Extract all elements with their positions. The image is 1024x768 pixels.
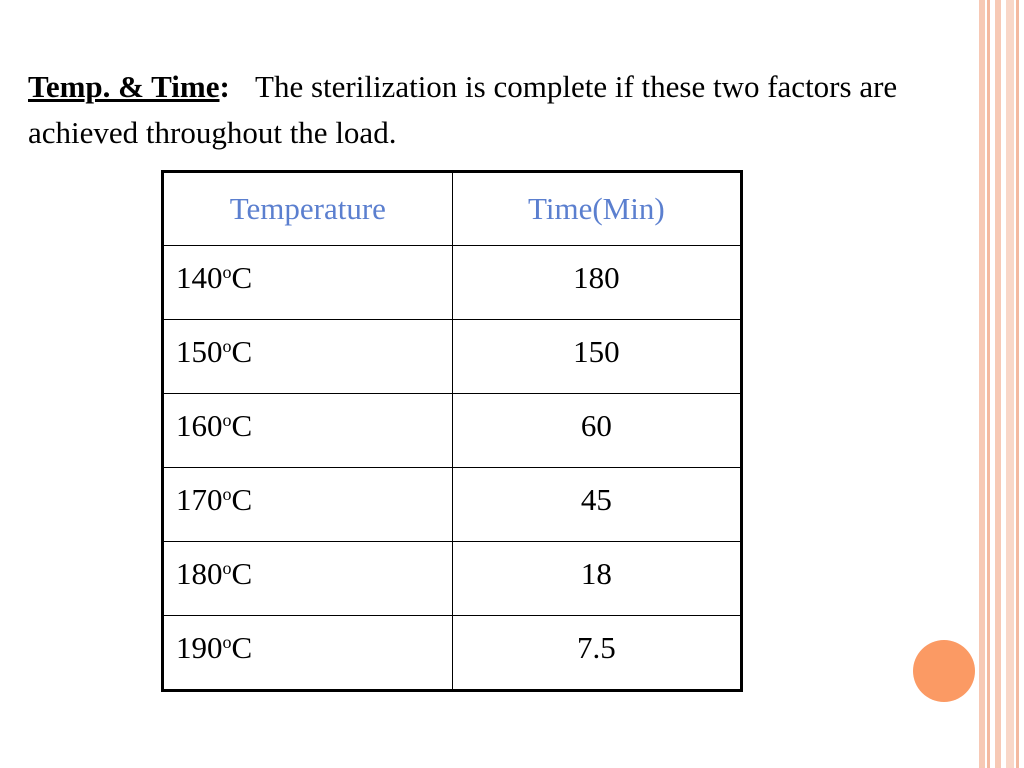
time-cell: [452, 320, 741, 394]
decorative-stripe: [995, 0, 1001, 768]
table-row: [163, 246, 742, 320]
heading-label: Temp. & Time: [28, 69, 220, 104]
temperature-unit: C: [231, 556, 253, 591]
time-cell: [452, 246, 741, 320]
time-value: 45: [580, 482, 612, 517]
degree-mark: o: [222, 262, 232, 282]
temperature-unit: C: [231, 260, 253, 295]
temperature-value: 190: [176, 630, 223, 665]
temperature-cell: [163, 468, 453, 542]
temperature-cell: [163, 616, 453, 691]
table-row: [163, 542, 742, 616]
decorative-stripe: [1006, 0, 1014, 768]
time-value: 60: [580, 408, 612, 443]
table-header-row: [163, 172, 742, 246]
temperature-cell: [163, 394, 453, 468]
time-value: 150: [573, 334, 620, 369]
heading-colon: :: [219, 69, 230, 104]
table-row: [163, 616, 742, 691]
temperature-cell: [163, 246, 453, 320]
degree-mark: o: [222, 336, 232, 356]
time-value: 18: [580, 556, 612, 591]
table-row: [163, 468, 742, 542]
header-time: Time(Min): [452, 172, 741, 246]
time-cell: [452, 542, 741, 616]
temperature-unit: C: [231, 334, 253, 369]
time-cell: [452, 616, 741, 691]
degree-mark: o: [222, 410, 232, 430]
temp-time-table: [161, 170, 743, 692]
temperature-value: 180: [176, 556, 223, 591]
temperature-cell: [163, 542, 453, 616]
temperature-value: 140: [176, 260, 223, 295]
table-row: [163, 394, 742, 468]
decorative-stripe: [979, 0, 985, 768]
decorative-circle: [913, 640, 975, 702]
temperature-unit: C: [231, 630, 253, 665]
decorative-stripe: [1016, 0, 1019, 768]
temperature-value: 160: [176, 408, 223, 443]
degree-mark: o: [222, 558, 232, 578]
decorative-stripe: [987, 0, 990, 768]
time-value: 180: [573, 260, 620, 295]
time-value: 7.5: [576, 630, 616, 665]
degree-mark: o: [222, 484, 232, 504]
time-cell: [452, 394, 741, 468]
table-row: [163, 320, 742, 394]
temperature-value: 150: [176, 334, 223, 369]
degree-mark: o: [222, 632, 232, 652]
temperature-unit: C: [231, 408, 253, 443]
temperature-value: 170: [176, 482, 223, 517]
slide-heading: [28, 64, 978, 156]
time-cell: [452, 468, 741, 542]
temperature-unit: C: [231, 482, 253, 517]
temperature-cell: [163, 320, 453, 394]
header-temperature: Temperature: [163, 172, 453, 246]
heading-text: The sterilization is complete if these two factors are achieved throughout the load.: [28, 69, 898, 150]
